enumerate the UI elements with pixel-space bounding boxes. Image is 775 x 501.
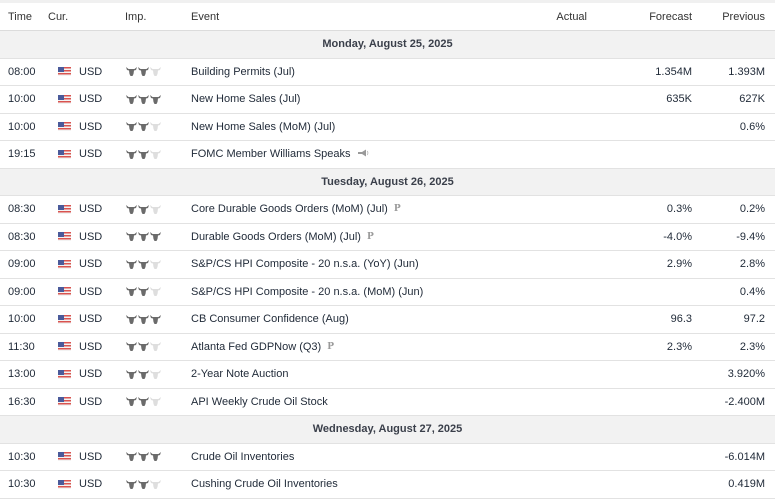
event-row[interactable] <box>0 361 775 389</box>
event-name[interactable]: Cushing Crude Oil Inventories <box>191 478 338 491</box>
event-row[interactable] <box>0 306 775 334</box>
event-actual <box>475 141 587 169</box>
importance-bulls <box>114 287 183 296</box>
importance-bulls <box>114 205 183 214</box>
event-time: 08:30 <box>0 223 48 251</box>
event-time: 10:00 <box>0 113 48 141</box>
event-time: 10:00 <box>0 86 48 114</box>
bull-icon <box>126 342 137 351</box>
us-flag-icon <box>58 315 71 324</box>
us-flag-icon <box>58 205 71 214</box>
bull-icon <box>138 95 149 104</box>
event-name[interactable]: Durable Goods Orders (MoM) (Jul) <box>191 230 361 243</box>
event-previous: -9.4% <box>692 223 775 251</box>
importance-bulls <box>114 122 183 131</box>
preliminary-icon: P <box>393 204 401 215</box>
event-actual <box>475 471 587 499</box>
event-forecast <box>587 443 692 471</box>
bull-icon <box>138 150 149 159</box>
bull-icon <box>150 122 161 131</box>
importance-bulls <box>114 260 183 269</box>
currency-code: USD <box>79 203 103 216</box>
table-header-row <box>0 3 775 31</box>
bull-icon <box>126 95 137 104</box>
us-flag-icon <box>58 232 71 241</box>
event-row[interactable] <box>0 141 775 169</box>
table-body <box>0 31 775 499</box>
bull-icon <box>150 397 161 406</box>
header-currency[interactable]: Cur. <box>48 3 114 31</box>
event-time: 08:30 <box>0 196 48 224</box>
bull-icon <box>126 370 137 379</box>
event-row[interactable] <box>0 196 775 224</box>
event-actual <box>475 388 587 416</box>
event-previous: 0.419M <box>692 471 775 499</box>
economic-calendar-table <box>0 3 775 499</box>
event-time: 08:00 <box>0 58 48 86</box>
event-forecast: 2.9% <box>587 251 692 279</box>
event-actual <box>475 361 587 389</box>
event-name[interactable]: Core Durable Goods Orders (MoM) (Jul) <box>191 203 388 216</box>
event-previous: 0.4% <box>692 278 775 306</box>
us-flag-icon <box>58 122 71 131</box>
currency-code: USD <box>79 65 103 78</box>
event-name[interactable]: Atlanta Fed GDPNow (Q3) <box>191 340 322 353</box>
event-previous: 627K <box>692 86 775 114</box>
bull-icon <box>150 452 161 461</box>
us-flag-icon <box>58 150 71 159</box>
event-forecast <box>587 361 692 389</box>
currency-code: USD <box>79 258 103 271</box>
event-actual <box>475 333 587 361</box>
date-label: Monday, August 25, 2025 <box>0 31 775 59</box>
event-previous: -6.014M <box>692 443 775 471</box>
currency-code: USD <box>79 230 103 243</box>
currency-code: USD <box>79 340 103 353</box>
event-name[interactable]: Crude Oil Inventories <box>191 450 295 463</box>
bull-icon <box>150 287 161 296</box>
event-name[interactable]: FOMC Member Williams Speaks <box>191 148 351 161</box>
bull-icon <box>126 150 137 159</box>
event-row[interactable] <box>0 251 775 279</box>
us-flag-icon <box>58 397 71 406</box>
event-row[interactable] <box>0 58 775 86</box>
event-name[interactable]: S&P/CS HPI Composite - 20 n.s.a. (MoM) (Jun) <box>191 285 424 298</box>
event-time: 16:30 <box>0 388 48 416</box>
preliminary-icon: P <box>327 341 334 352</box>
bull-icon <box>150 95 161 104</box>
us-flag-icon <box>58 342 71 351</box>
bull-icon <box>138 342 149 351</box>
event-previous: 97.2 <box>692 306 775 334</box>
date-row <box>0 416 775 444</box>
event-actual <box>475 58 587 86</box>
date-row <box>0 31 775 59</box>
bull-icon <box>126 205 137 214</box>
event-actual <box>475 251 587 279</box>
header-event[interactable]: Event <box>183 3 475 31</box>
event-previous: 2.8% <box>692 251 775 279</box>
importance-bulls <box>114 370 183 379</box>
event-forecast <box>587 141 692 169</box>
importance-bulls <box>114 150 183 159</box>
event-row[interactable] <box>0 443 775 471</box>
event-previous <box>692 141 775 169</box>
importance-bulls <box>114 452 183 461</box>
currency-code: USD <box>79 120 103 133</box>
event-previous: 2.3% <box>692 333 775 361</box>
bull-icon <box>150 67 161 76</box>
currency-code: USD <box>79 148 103 161</box>
us-flag-icon <box>58 480 71 489</box>
bull-icon <box>150 480 161 489</box>
bull-icon <box>126 287 137 296</box>
bull-icon <box>150 342 161 351</box>
event-forecast: 0.3% <box>587 196 692 224</box>
bull-icon <box>150 232 161 241</box>
date-label: Wednesday, August 27, 2025 <box>0 416 775 444</box>
date-label: Tuesday, August 26, 2025 <box>0 168 775 196</box>
event-row[interactable] <box>0 388 775 416</box>
currency-code: USD <box>79 478 103 491</box>
bull-icon <box>138 67 149 76</box>
event-row[interactable] <box>0 471 775 499</box>
bull-icon <box>126 397 137 406</box>
importance-bulls <box>114 232 183 241</box>
currency-code: USD <box>79 313 103 326</box>
event-time: 10:30 <box>0 471 48 499</box>
date-row <box>0 168 775 196</box>
event-previous: -2.400M <box>692 388 775 416</box>
event-name[interactable]: API Weekly Crude Oil Stock <box>191 395 328 408</box>
event-actual <box>475 196 587 224</box>
bull-icon <box>138 205 149 214</box>
us-flag-icon <box>58 287 71 296</box>
speech-megaphone-icon <box>357 149 369 159</box>
event-name[interactable]: 2-Year Note Auction <box>191 368 289 381</box>
event-actual <box>475 223 587 251</box>
importance-bulls <box>114 95 183 104</box>
event-time: 09:00 <box>0 251 48 279</box>
preliminary-icon: P <box>366 231 374 242</box>
event-time: 13:00 <box>0 361 48 389</box>
bull-icon <box>138 315 149 324</box>
us-flag-icon <box>58 95 71 104</box>
event-time: 19:15 <box>0 141 48 169</box>
bull-icon <box>150 150 161 159</box>
currency-code: USD <box>79 450 103 463</box>
event-time: 10:00 <box>0 306 48 334</box>
event-row[interactable] <box>0 86 775 114</box>
header-forecast[interactable]: Forecast <box>587 3 692 31</box>
currency-code: USD <box>79 395 103 408</box>
event-previous: 0.6% <box>692 113 775 141</box>
header-time[interactable]: Time <box>0 3 48 31</box>
bull-icon <box>150 205 161 214</box>
event-time: 10:30 <box>0 443 48 471</box>
bull-icon <box>126 232 137 241</box>
event-previous: 3.920% <box>692 361 775 389</box>
event-name[interactable]: S&P/CS HPI Composite - 20 n.s.a. (YoY) (Jun) <box>191 258 419 271</box>
event-row[interactable] <box>0 278 775 306</box>
event-row[interactable] <box>0 223 775 251</box>
event-previous: 1.393M <box>692 58 775 86</box>
us-flag-icon <box>58 67 71 76</box>
event-forecast <box>587 113 692 141</box>
event-actual <box>475 306 587 334</box>
event-forecast <box>587 278 692 306</box>
event-forecast <box>587 471 692 499</box>
bull-icon <box>138 397 149 406</box>
bull-icon <box>126 67 137 76</box>
currency-code: USD <box>79 368 103 381</box>
bull-icon <box>150 260 161 269</box>
bull-icon <box>138 480 149 489</box>
header-previous[interactable]: Previous <box>692 3 775 31</box>
importance-bulls <box>114 480 183 489</box>
currency-code: USD <box>79 93 103 106</box>
event-forecast: 96.3 <box>587 306 692 334</box>
event-name[interactable]: Building Permits (Jul) <box>191 65 295 78</box>
event-forecast: 1.354M <box>587 58 692 86</box>
bull-icon <box>138 452 149 461</box>
event-time: 09:00 <box>0 278 48 306</box>
bull-icon <box>126 122 137 131</box>
event-forecast <box>587 388 692 416</box>
us-flag-icon <box>58 260 71 269</box>
header-importance[interactable]: Imp. <box>114 3 183 31</box>
bull-icon <box>126 480 137 489</box>
bull-icon <box>150 315 161 324</box>
event-name[interactable]: New Home Sales (Jul) <box>191 93 301 106</box>
event-actual <box>475 113 587 141</box>
us-flag-icon <box>58 452 71 461</box>
bull-icon <box>126 452 137 461</box>
event-row[interactable] <box>0 113 775 141</box>
event-forecast: -4.0% <box>587 223 692 251</box>
bull-icon <box>138 287 149 296</box>
event-actual <box>475 278 587 306</box>
event-forecast: 2.3% <box>587 333 692 361</box>
event-name[interactable]: New Home Sales (MoM) (Jul) <box>191 120 336 133</box>
event-forecast: 635K <box>587 86 692 114</box>
header-actual[interactable]: Actual <box>475 3 587 31</box>
event-row[interactable] <box>0 333 775 361</box>
bull-icon <box>138 232 149 241</box>
event-time: 11:30 <box>0 333 48 361</box>
bull-icon <box>138 260 149 269</box>
importance-bulls <box>114 397 183 406</box>
importance-bulls <box>114 342 183 351</box>
us-flag-icon <box>58 370 71 379</box>
bull-icon <box>126 260 137 269</box>
event-name[interactable]: CB Consumer Confidence (Aug) <box>191 313 349 326</box>
bull-icon <box>138 370 149 379</box>
event-actual <box>475 86 587 114</box>
currency-code: USD <box>79 285 103 298</box>
event-previous: 0.2% <box>692 196 775 224</box>
bull-icon <box>150 370 161 379</box>
event-actual <box>475 443 587 471</box>
bull-icon <box>138 122 149 131</box>
importance-bulls <box>114 315 183 324</box>
bull-icon <box>126 315 137 324</box>
importance-bulls <box>114 67 183 76</box>
